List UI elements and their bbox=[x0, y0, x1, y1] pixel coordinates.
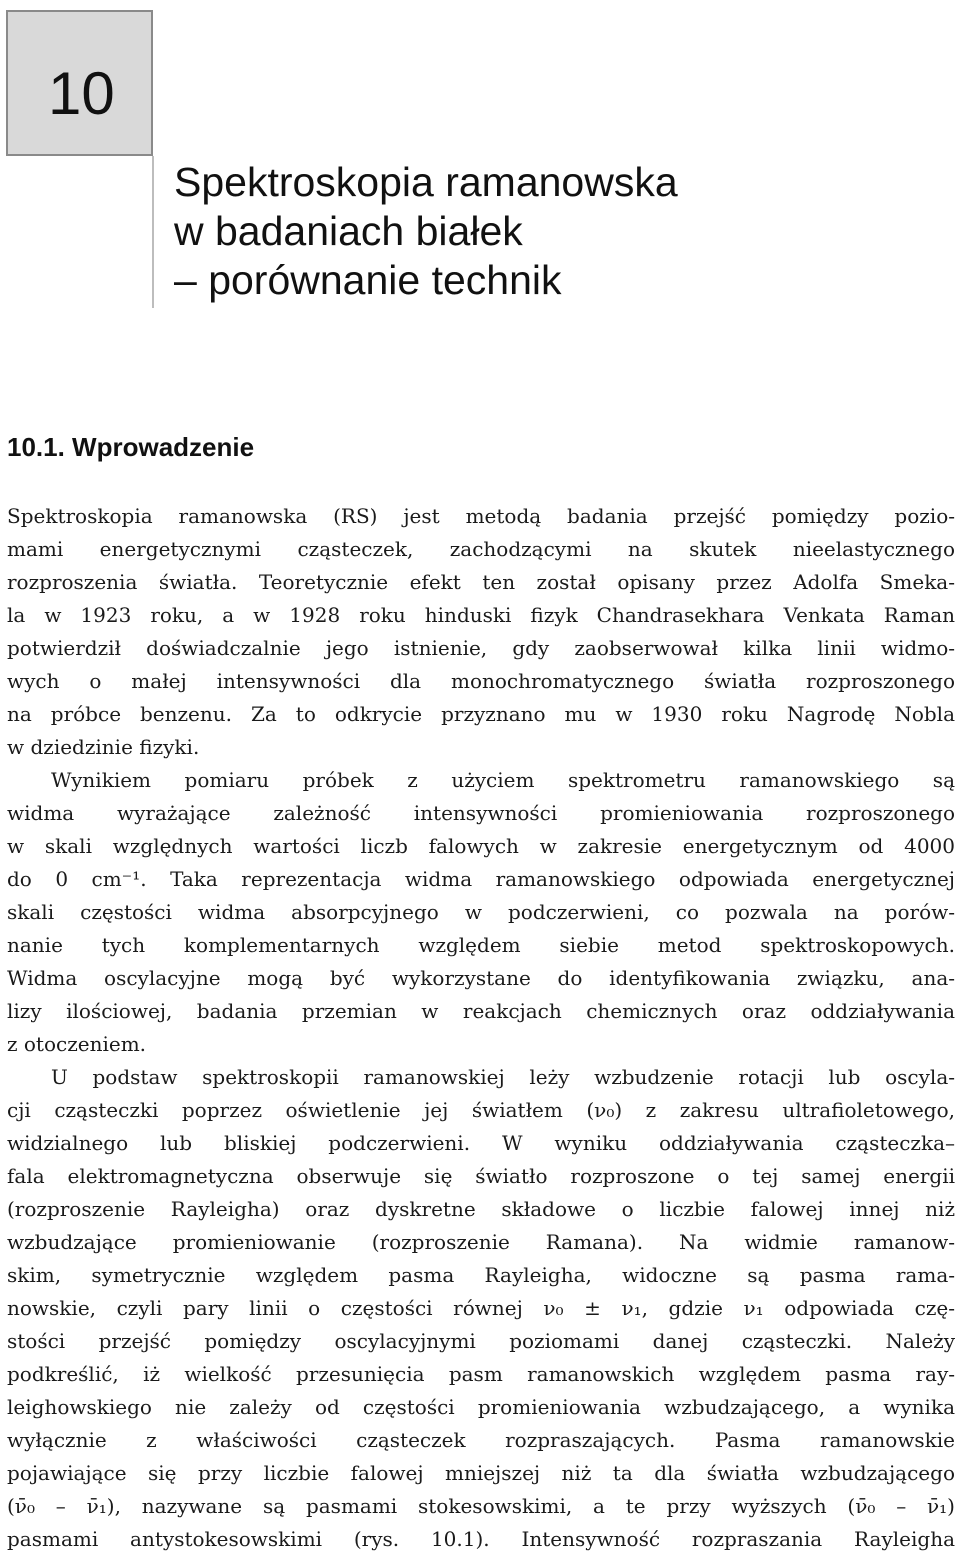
text-line: nowskie, czyli pary linii o częstości równej ν₀ ± ν₁, gdzie ν₁ odpowiada czę- bbox=[7, 1296, 955, 1320]
text-line: skim, symetrycznie względem pasma Rayleigha, widoczne są pasma rama- bbox=[7, 1263, 955, 1287]
text-line: lizy ilościowej, badania przemian w reakcjach chemicznych oraz oddziaływania bbox=[7, 999, 955, 1023]
chapter-title-line: – porównanie technik bbox=[174, 257, 562, 303]
text-line: wyłącznie z właściwości cząsteczek rozpraszających. Pasma ramanowskie bbox=[7, 1428, 955, 1452]
text-line: cji cząsteczki poprzez oświetlenie jej światłem (ν₀) z zakresu ultrafioletowego, bbox=[7, 1098, 955, 1122]
text-line: na próbce benzenu. Za to odkrycie przyznano mu w 1930 roku Nagrodę Nobla bbox=[7, 702, 955, 726]
chapter-divider bbox=[152, 156, 154, 308]
paragraph-3 bbox=[7, 1061, 955, 1556]
text-line: mami energetycznymi cząsteczek, zachodzącymi na skutek nieelastycznego bbox=[7, 537, 955, 561]
text-line: pojawiające się przy liczbie falowej mniejszej niż ta dla światła wzbudzającego bbox=[7, 1461, 955, 1485]
text-line: la w 1923 roku, a w 1928 roku hinduski fizyk Chandrasekhara Venkata Raman bbox=[7, 603, 955, 627]
text-line: Wynikiem pomiaru próbek z użyciem spektrometru ramanowskiego są bbox=[51, 768, 955, 792]
chapter-title-line: Spektroskopia ramanowska bbox=[174, 159, 678, 205]
text-line: leighowskiego nie zależy od częstości promieniowania wzbudzającego, a wynika bbox=[7, 1395, 955, 1419]
text-line: (ν̄₀ – ν̄₁), nazywane są pasmami stokesowskimi, a te przy wyższych (ν̄₀ – ν̄₁) bbox=[7, 1494, 955, 1518]
text-line: w skali względnych wartości liczb falowych w zakresie energetycznym od 4000 bbox=[7, 834, 955, 858]
text-line: wych o małej intensywności dla monochromatycznego światła rozproszonego bbox=[7, 669, 955, 693]
section-heading: 10.1. Wprowadzenie bbox=[7, 432, 255, 462]
text-line: nanie tych komplementarnych względem siebie metod spektroskopowych. bbox=[7, 933, 955, 957]
body-text bbox=[7, 500, 955, 1556]
text-line: z otoczeniem. bbox=[7, 1032, 147, 1056]
chapter-number-box bbox=[6, 10, 153, 156]
text-line: do 0 cm⁻¹. Taka reprezentacja widma ramanowskiego odpowiada energetycznej bbox=[7, 867, 955, 891]
text-line: Widma oscylacyjne mogą być wykorzystane do identyfikowania związku, ana- bbox=[7, 966, 955, 990]
text-line: U podstaw spektroskopii ramanowskiej leży wzbudzenie rotacji lub oscyla- bbox=[51, 1065, 955, 1089]
text-line: widma wyrażające zależność intensywności promieniowania rozproszonego bbox=[7, 801, 955, 825]
text-line: wzbudzające promieniowanie (rozproszenie Ramana). Na widmie ramanow- bbox=[7, 1230, 955, 1254]
text-line: (rozproszenie Rayleigha) oraz dyskretne składowe o liczbie falowej innej niż bbox=[7, 1197, 955, 1221]
text-line: Spektroskopia ramanowska (RS) jest metodą badania przejść pomiędzy pozio- bbox=[7, 504, 955, 528]
chapter-title bbox=[174, 158, 934, 305]
text-line: pasmami antystokesowskimi (rys. 10.1). Intensywność rozpraszania Rayleigha bbox=[7, 1527, 955, 1551]
chapter-number: 10 bbox=[48, 60, 115, 127]
paragraph-2 bbox=[7, 764, 955, 1061]
chapter-title-line: w badaniach białek bbox=[174, 208, 523, 254]
text-line: widzialnego lub bliskiej podczerwieni. W wyniku oddziaływania cząsteczka– bbox=[7, 1131, 955, 1155]
text-line: potwierdził doświadczalnie jego istnienie, gdy zaobserwował kilka linii widmo- bbox=[7, 636, 955, 660]
text-line: skali częstości widma absorpcyjnego w podczerwieni, co pozwala na porów- bbox=[7, 900, 955, 924]
paragraph-1 bbox=[7, 500, 955, 764]
text-line: rozproszenia światła. Teoretycznie efekt ten został opisany przez Adolfa Smeka- bbox=[7, 570, 955, 594]
text-line: fala elektromagnetyczna obserwuje się światło rozproszone o tej samej energii bbox=[7, 1164, 955, 1188]
text-line: stości przejść pomiędzy oscylacyjnymi poziomami danej cząsteczki. Należy bbox=[7, 1329, 955, 1353]
text-line: w dziedzinie fizyki. bbox=[7, 735, 200, 759]
text-line: podkreślić, iż wielkość przesunięcia pasm ramanowskich względem pasma ray- bbox=[7, 1362, 955, 1386]
